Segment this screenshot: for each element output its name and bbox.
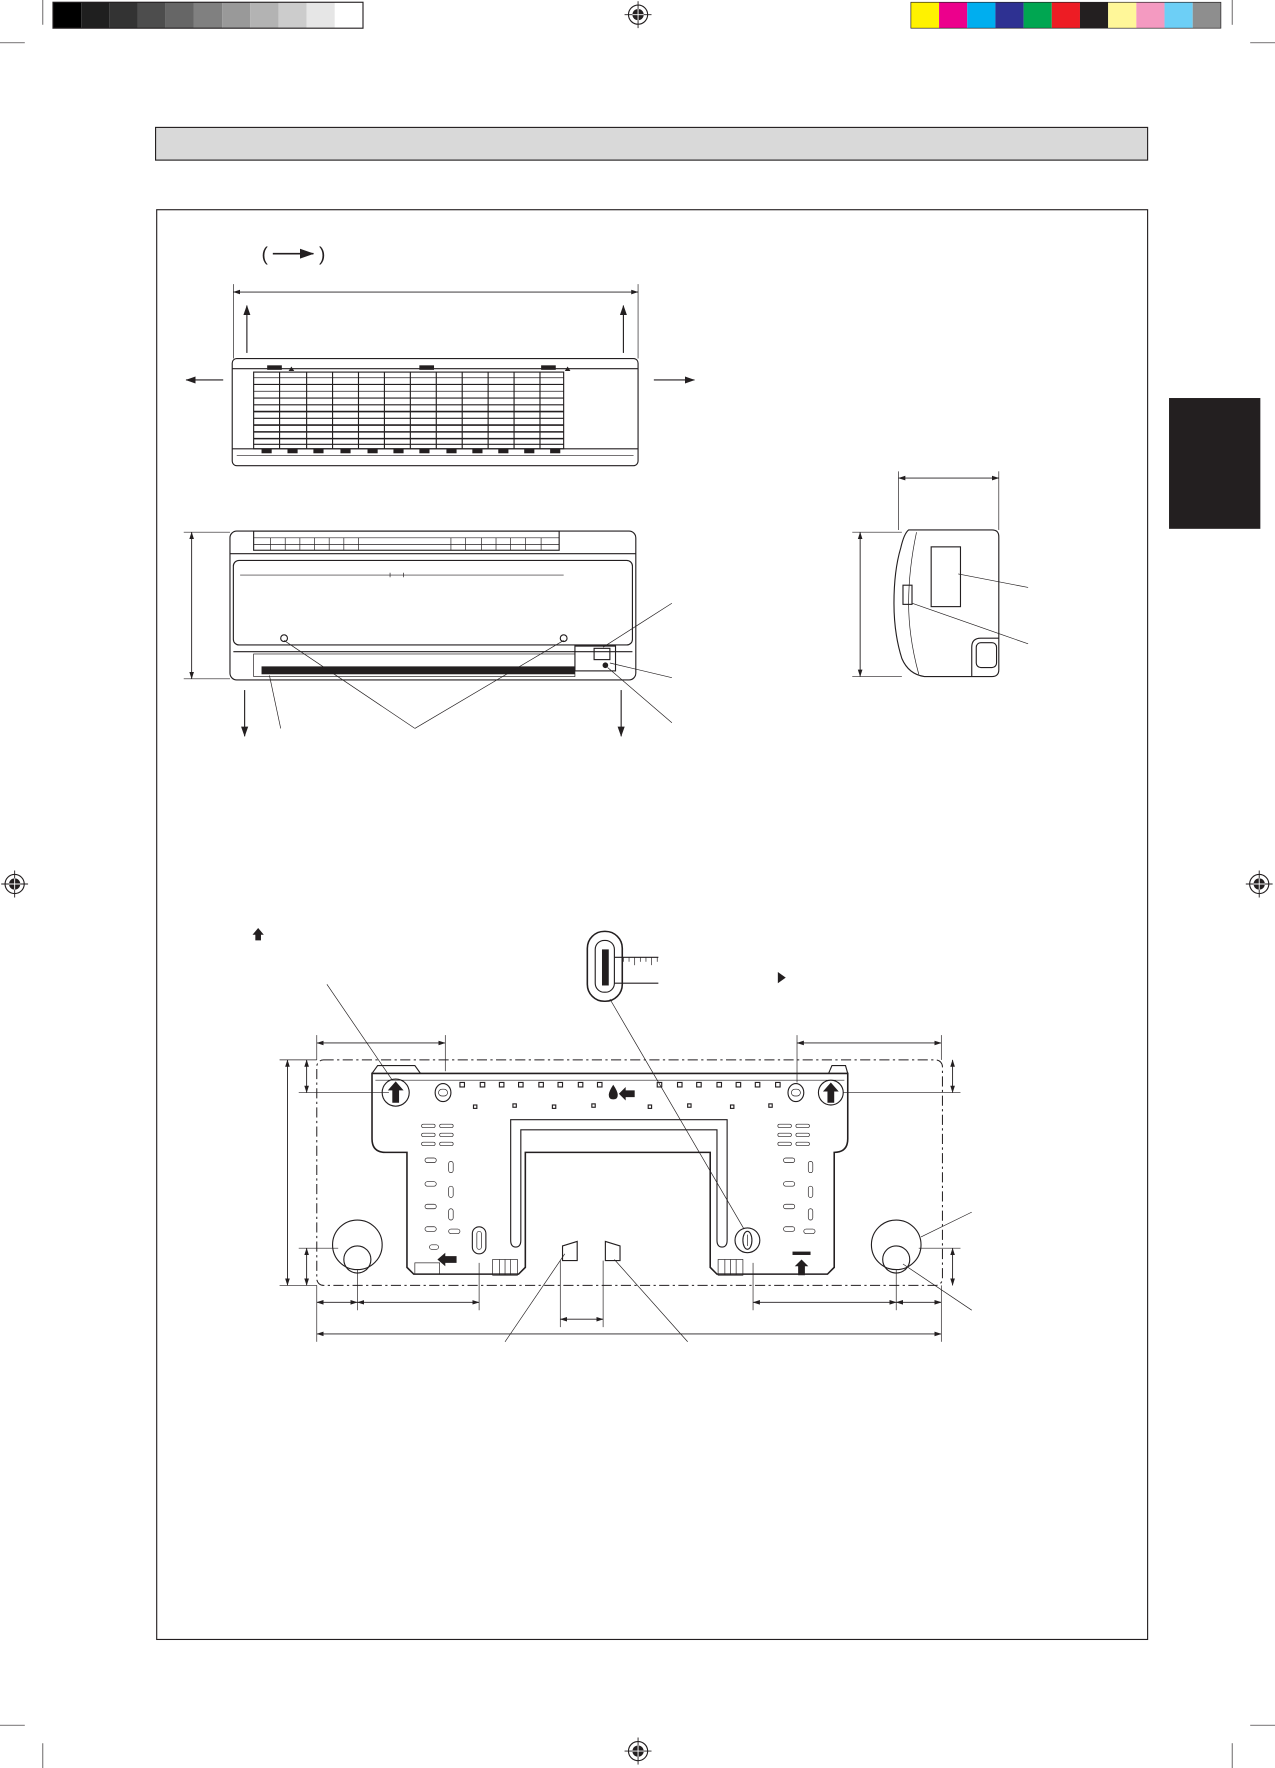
color-swatch [1193,2,1221,28]
plate-dimensions [280,1035,961,1342]
receiver-display [575,646,616,671]
color-swatch [109,2,137,28]
pipe-hole-left [333,1220,383,1273]
hook-clip [415,1259,518,1275]
color-swatch [250,2,278,28]
registration-mark-icon [1,870,28,897]
slot-oval-icon [472,1227,486,1254]
legend-open-paren: ( [261,244,268,266]
up-arrow-circle-icon [818,1080,843,1105]
width-dimension [233,284,638,358]
registration-mark-icon [625,1,652,28]
slot-oval-icon [435,1084,451,1102]
color-swatch [1136,2,1164,28]
position-markers [563,1241,620,1260]
color-swatch [1165,2,1193,28]
section-header-bar [156,127,1148,160]
legend-close-paren: ) [319,244,326,266]
depth-dimension [898,471,998,530]
marker-bar [793,1252,811,1255]
unit-body-side [894,530,999,677]
bottom-feet [262,449,561,454]
grayscale-swatches [53,2,363,28]
side-leader-lines [912,574,1028,644]
color-swatch [335,2,363,28]
color-swatch [1108,2,1136,28]
mounting-plate [372,1066,848,1276]
air-intake-grille [254,372,564,449]
height-dimension [184,532,230,679]
side-switch [903,585,912,604]
center-rib [511,1120,727,1247]
color-swatch [194,2,222,28]
color-swatch [222,2,250,28]
color-swatch [81,2,109,28]
color-swatch [307,2,335,28]
color-swatch [1052,2,1080,28]
registration-marks [1,1,1273,1764]
color-swatch [1080,2,1108,28]
left-arrow-icon [437,1253,456,1267]
pipe-hole-right [871,1220,921,1273]
indoor-unit-top-view [186,284,694,466]
top-row-holes [460,1082,780,1108]
right-leg-slots [778,1124,815,1233]
color-swatch [967,2,995,28]
color-swatch [166,2,194,28]
color-swatch [278,2,306,28]
louver [262,666,575,674]
airflow-legend [262,244,326,265]
drop-left-arrow-icon [609,1085,635,1101]
mounting-plate-section [253,928,972,1342]
right-triangle-icon [778,972,786,983]
left-position-marker [563,1241,578,1260]
clearance-arrows-down [245,690,622,736]
process-color-bar [911,2,1221,28]
color-swatch [138,2,166,28]
grayscale-color-bar [53,2,363,28]
plate-leader-lines [327,984,972,1341]
magnifier-callout-icon [587,931,658,1001]
process-swatches [911,2,1221,28]
highlighted-slot-circle [735,1228,760,1253]
slot-oval-icon [788,1084,804,1102]
up-arrow-icon [795,1259,809,1275]
registration-mark-icon [1246,870,1273,897]
color-swatch [995,2,1023,28]
pipe-cover [976,643,996,668]
indoor-unit-side-view [852,471,1028,676]
color-swatch [939,2,967,28]
color-swatch [53,2,81,28]
leader-lines [269,603,671,728]
indoor-unit-front-view [184,531,672,736]
registration-mark-icon [625,1738,652,1765]
chapter-tab [1169,398,1260,529]
up-arrow-icon [253,928,264,940]
hook-clip [718,1259,743,1275]
top-vent [254,531,560,550]
content-frame [157,210,1148,1640]
left-leg-slots [422,1124,460,1249]
front-panel [233,560,632,645]
color-swatch [1024,2,1052,28]
rating-label-plate [931,547,960,607]
right-position-marker [605,1241,620,1260]
unit-body-front [230,531,636,680]
color-swatch [911,2,939,28]
